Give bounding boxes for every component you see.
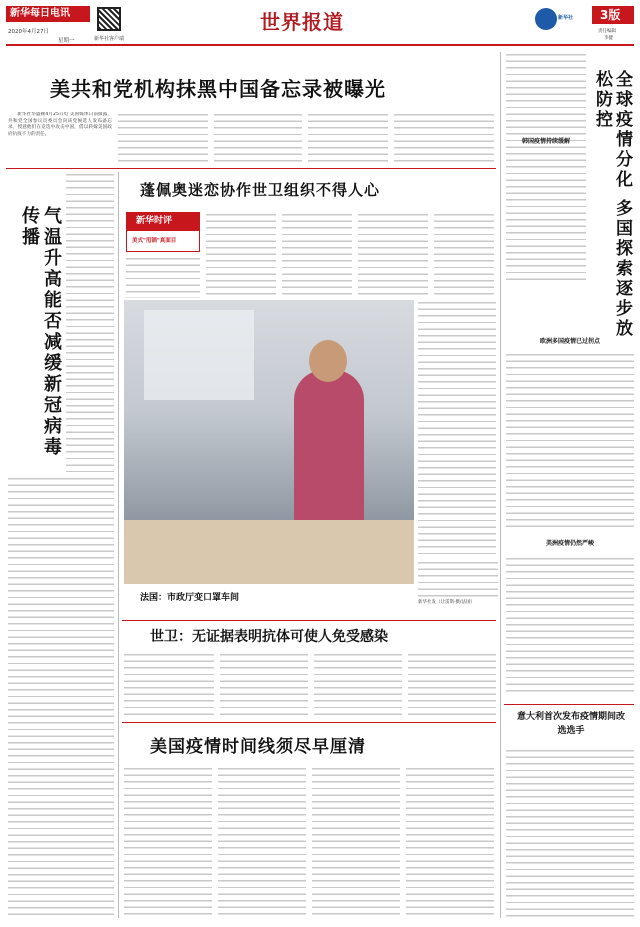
main-article-col-4 [308, 112, 388, 164]
photo-caption: 法国：市政厅变口罩车间 [140, 593, 240, 603]
italy-article [506, 748, 634, 918]
editor-label: 责任编辑 [598, 29, 616, 34]
right-article-top [506, 52, 586, 282]
issue-weekday: 星期一 [58, 38, 75, 44]
who-article-col-2 [220, 652, 308, 718]
timeline-article-col-2 [218, 766, 306, 918]
main-article-col-1 [8, 112, 112, 164]
section-title: 世界报道 [260, 10, 344, 34]
timeline-article-col-3 [312, 766, 400, 918]
main-headline: 美共和党机构抹黑中国备忘录被曝光 [50, 77, 386, 101]
mid-article-col-1 [126, 256, 200, 298]
timeline-article-col-1 [124, 766, 212, 918]
masthead-rule [6, 44, 634, 46]
photo-window-light [144, 310, 254, 400]
main-rule [6, 168, 496, 169]
paper-name: 新华每日电讯 [10, 8, 70, 19]
left-column-divider [118, 172, 119, 918]
photo-foreground-fabric [124, 520, 414, 584]
timeline-rule [122, 722, 496, 723]
photo-worker-head [309, 340, 347, 382]
news-photo [124, 300, 414, 584]
timeline-article-col-4 [406, 766, 494, 918]
right-article-middle [506, 352, 634, 532]
main-article-col-2 [118, 112, 208, 164]
main-article-col-5 [394, 112, 494, 164]
commentary-badge-title: 新华时评 [136, 216, 173, 226]
qr-label: 新华社客户端 [94, 36, 125, 42]
side-article-bottom [8, 476, 114, 918]
mid-article-col-3 [282, 212, 352, 298]
italy-rule [504, 704, 634, 705]
photo-credit: 新华社发（让雷斯·摄/法国） [418, 600, 475, 605]
issue-date: 2020年4月27日 [8, 29, 49, 35]
right-column-divider [500, 52, 501, 918]
main-intro: 新华社华盛顿4月25日电 美国媒体日前披露，共和党全国参议员委员会向该党候选人发布备忘录，授意他们在竞选中攻击中国，借以转嫁美国政府抗疫不力的责任。 [8, 112, 112, 137]
photo-caption-text [418, 560, 498, 600]
xinhua-logo-icon [535, 8, 557, 30]
main-article-col-3 [214, 112, 302, 164]
who-rule [122, 620, 496, 621]
who-headline: 世卫：无证据表明抗体可使人免受感染 [150, 629, 388, 645]
logo-text: 新华社 [558, 15, 574, 21]
qr-code-icon [97, 7, 121, 31]
right-headline: 全球疫情分化 多国探索逐步放松防控 [592, 70, 632, 339]
timeline-headline: 美国疫情时间线须尽早厘清 [150, 737, 366, 757]
mid-article-col-5 [434, 212, 494, 298]
mid-headline: 蓬佩奥迷恋协作世卫组织不得人心 [140, 181, 381, 199]
mid-article-col-2 [206, 212, 276, 298]
commentary-badge-subtitle: 美式"甩锅"真面目 [132, 238, 177, 244]
side-headline: 气温升高能否减缓新冠病毒传播 [19, 206, 62, 458]
italy-headline: 意大利首次发布疫情期间改选选手 [516, 712, 625, 736]
side-article-top [66, 172, 114, 472]
who-article-col-3 [314, 652, 402, 718]
right-article-bottom [506, 556, 634, 696]
editor-name: 李健 [604, 36, 613, 41]
mid-article-col-4 [358, 212, 428, 298]
photo-worker-figure [294, 370, 364, 530]
mid-article-side [418, 300, 496, 556]
right-subhead-americas: 美洲疫情仍然严峻 [545, 540, 594, 547]
who-article-col-1 [124, 652, 214, 718]
who-article-col-4 [408, 652, 496, 718]
page-number: 3版 [600, 8, 621, 22]
right-subhead-europe: 欧洲多国疫情已过拐点 [539, 338, 600, 345]
right-subhead-korea: 韩国疫情持续缓解 [521, 138, 570, 145]
